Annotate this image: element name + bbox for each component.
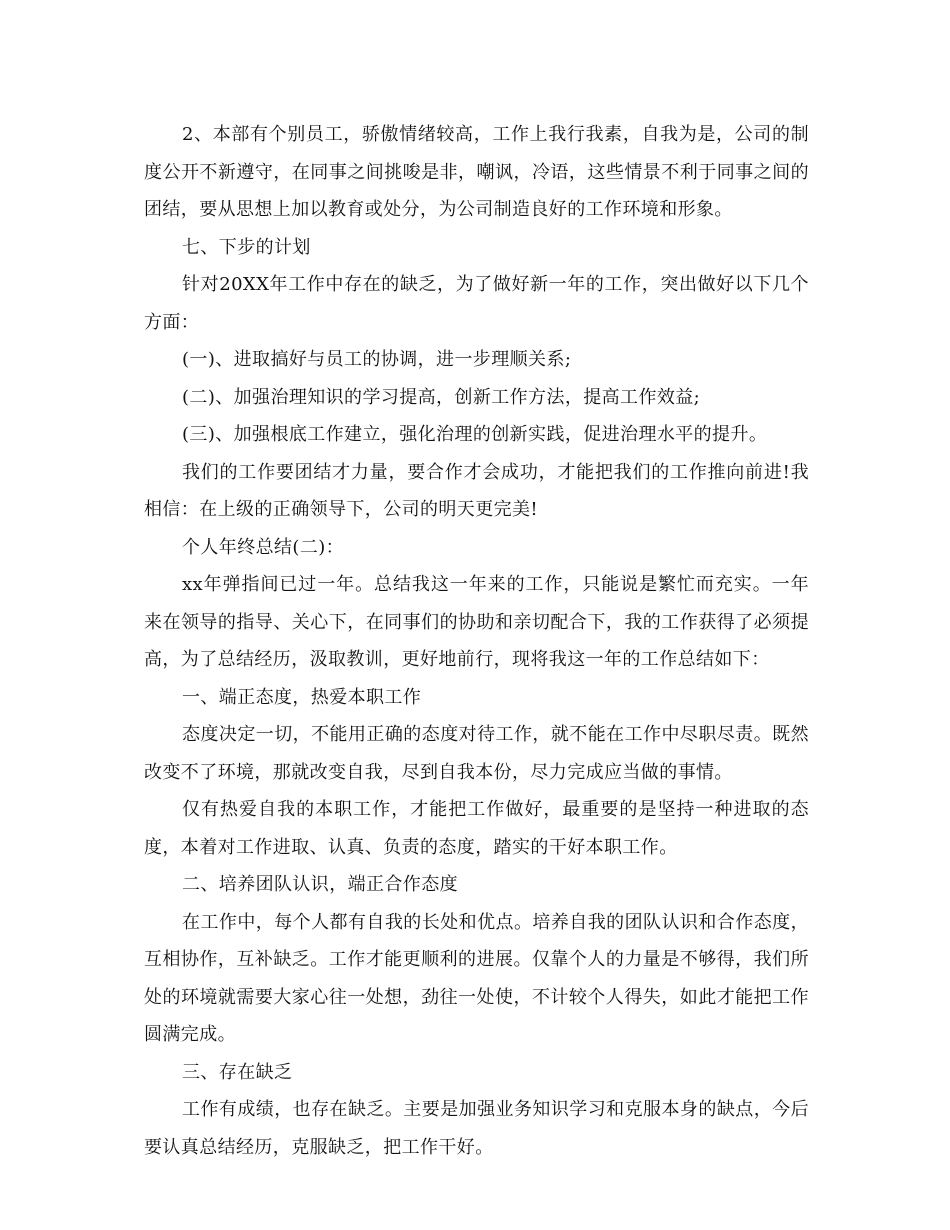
- paragraph-plan-intro: 针对20XX年工作中存在的缺乏，为了做好新一年的工作，突出做好以下几个方面：: [144, 274, 809, 333]
- plan-item-2: (二)、加强治理知识的学习提高，创新工作方法，提高工作效益;: [182, 386, 701, 408]
- paragraph-attitude-1: 态度决定一切，不能用正确的态度对待工作，就不能在工作中尽职尽责。既然改变不了环境，那就改变自我，尽到自我本份，尽力完成应当做的事情。: [144, 724, 809, 783]
- plan-item-3: (三)、加强根底工作建立，强化治理的创新实践，促进治理水平的提升。: [182, 424, 768, 445]
- heading-shortcomings: 三、存在缺乏: [182, 1061, 293, 1083]
- paragraph-staff-issue: 2、本部有个别员工，骄傲情绪较高，工作上我行我素，自我为是，公司的制度公开不新遵守，在同事之间挑唆是非，嘲讽，冷语，这些情景不利于同事之间的团结，要从思想上加以教育或处分，为公司制造良好的工作环境和形象。: [144, 124, 809, 220]
- heading-next-plan: 七、下步的计划: [182, 236, 311, 258]
- paragraph-year-overview: xx年弹指间已过一年。总结我这一年来的工作，只能说是繁忙而充实。一年来在领导的指导、关心下，在同事们的协助和亲切配合下，我的工作获得了必须提高，为了总结经历，汲取教训，更好地前行，现将我这一年的工作总结如下：: [144, 574, 809, 670]
- paragraph-team-awareness: 在工作中，每个人都有自我的长处和优点。培养自我的团队认识和合作态度，互相协作，互补缺乏。工作才能更顺利的进展。仅靠个人的力量是不够得，我们所处的环境就需要大家心往一处想，劲往一处使，不计较个人得失，如此才能把工作圆满完成。: [144, 911, 809, 1045]
- paragraph-attitude-2: 仅有热爱自我的本职工作，才能把工作做好，最重要的是坚持一种进取的态度，本着对工作进取、认真、负责的态度，踏实的干好本职工作。: [144, 799, 809, 858]
- paragraph-shortcomings: 工作有成绩，也存在缺乏。主要是加强业务知识学习和克服本身的缺点，今后要认真总结经历，克服缺乏，把工作干好。: [144, 1099, 809, 1158]
- plan-item-1: (一)、进取搞好与员工的协调，进一步理顺关系;: [182, 349, 572, 370]
- paragraph-teamwork-closing: 我们的工作要团结才力量，要合作才会成功，才能把我们的工作推向前进!我相信：在上级的正确领导下，公司的明天更完美!: [144, 461, 809, 520]
- document-body: [144, 116, 809, 1166]
- heading-team-awareness: 二、培养团队认识，端正合作态度: [182, 874, 458, 895]
- heading-attitude: 一、端正态度，热爱本职工作: [182, 686, 422, 708]
- heading-summary-two: 个人年终总结(二)：: [182, 536, 345, 558]
